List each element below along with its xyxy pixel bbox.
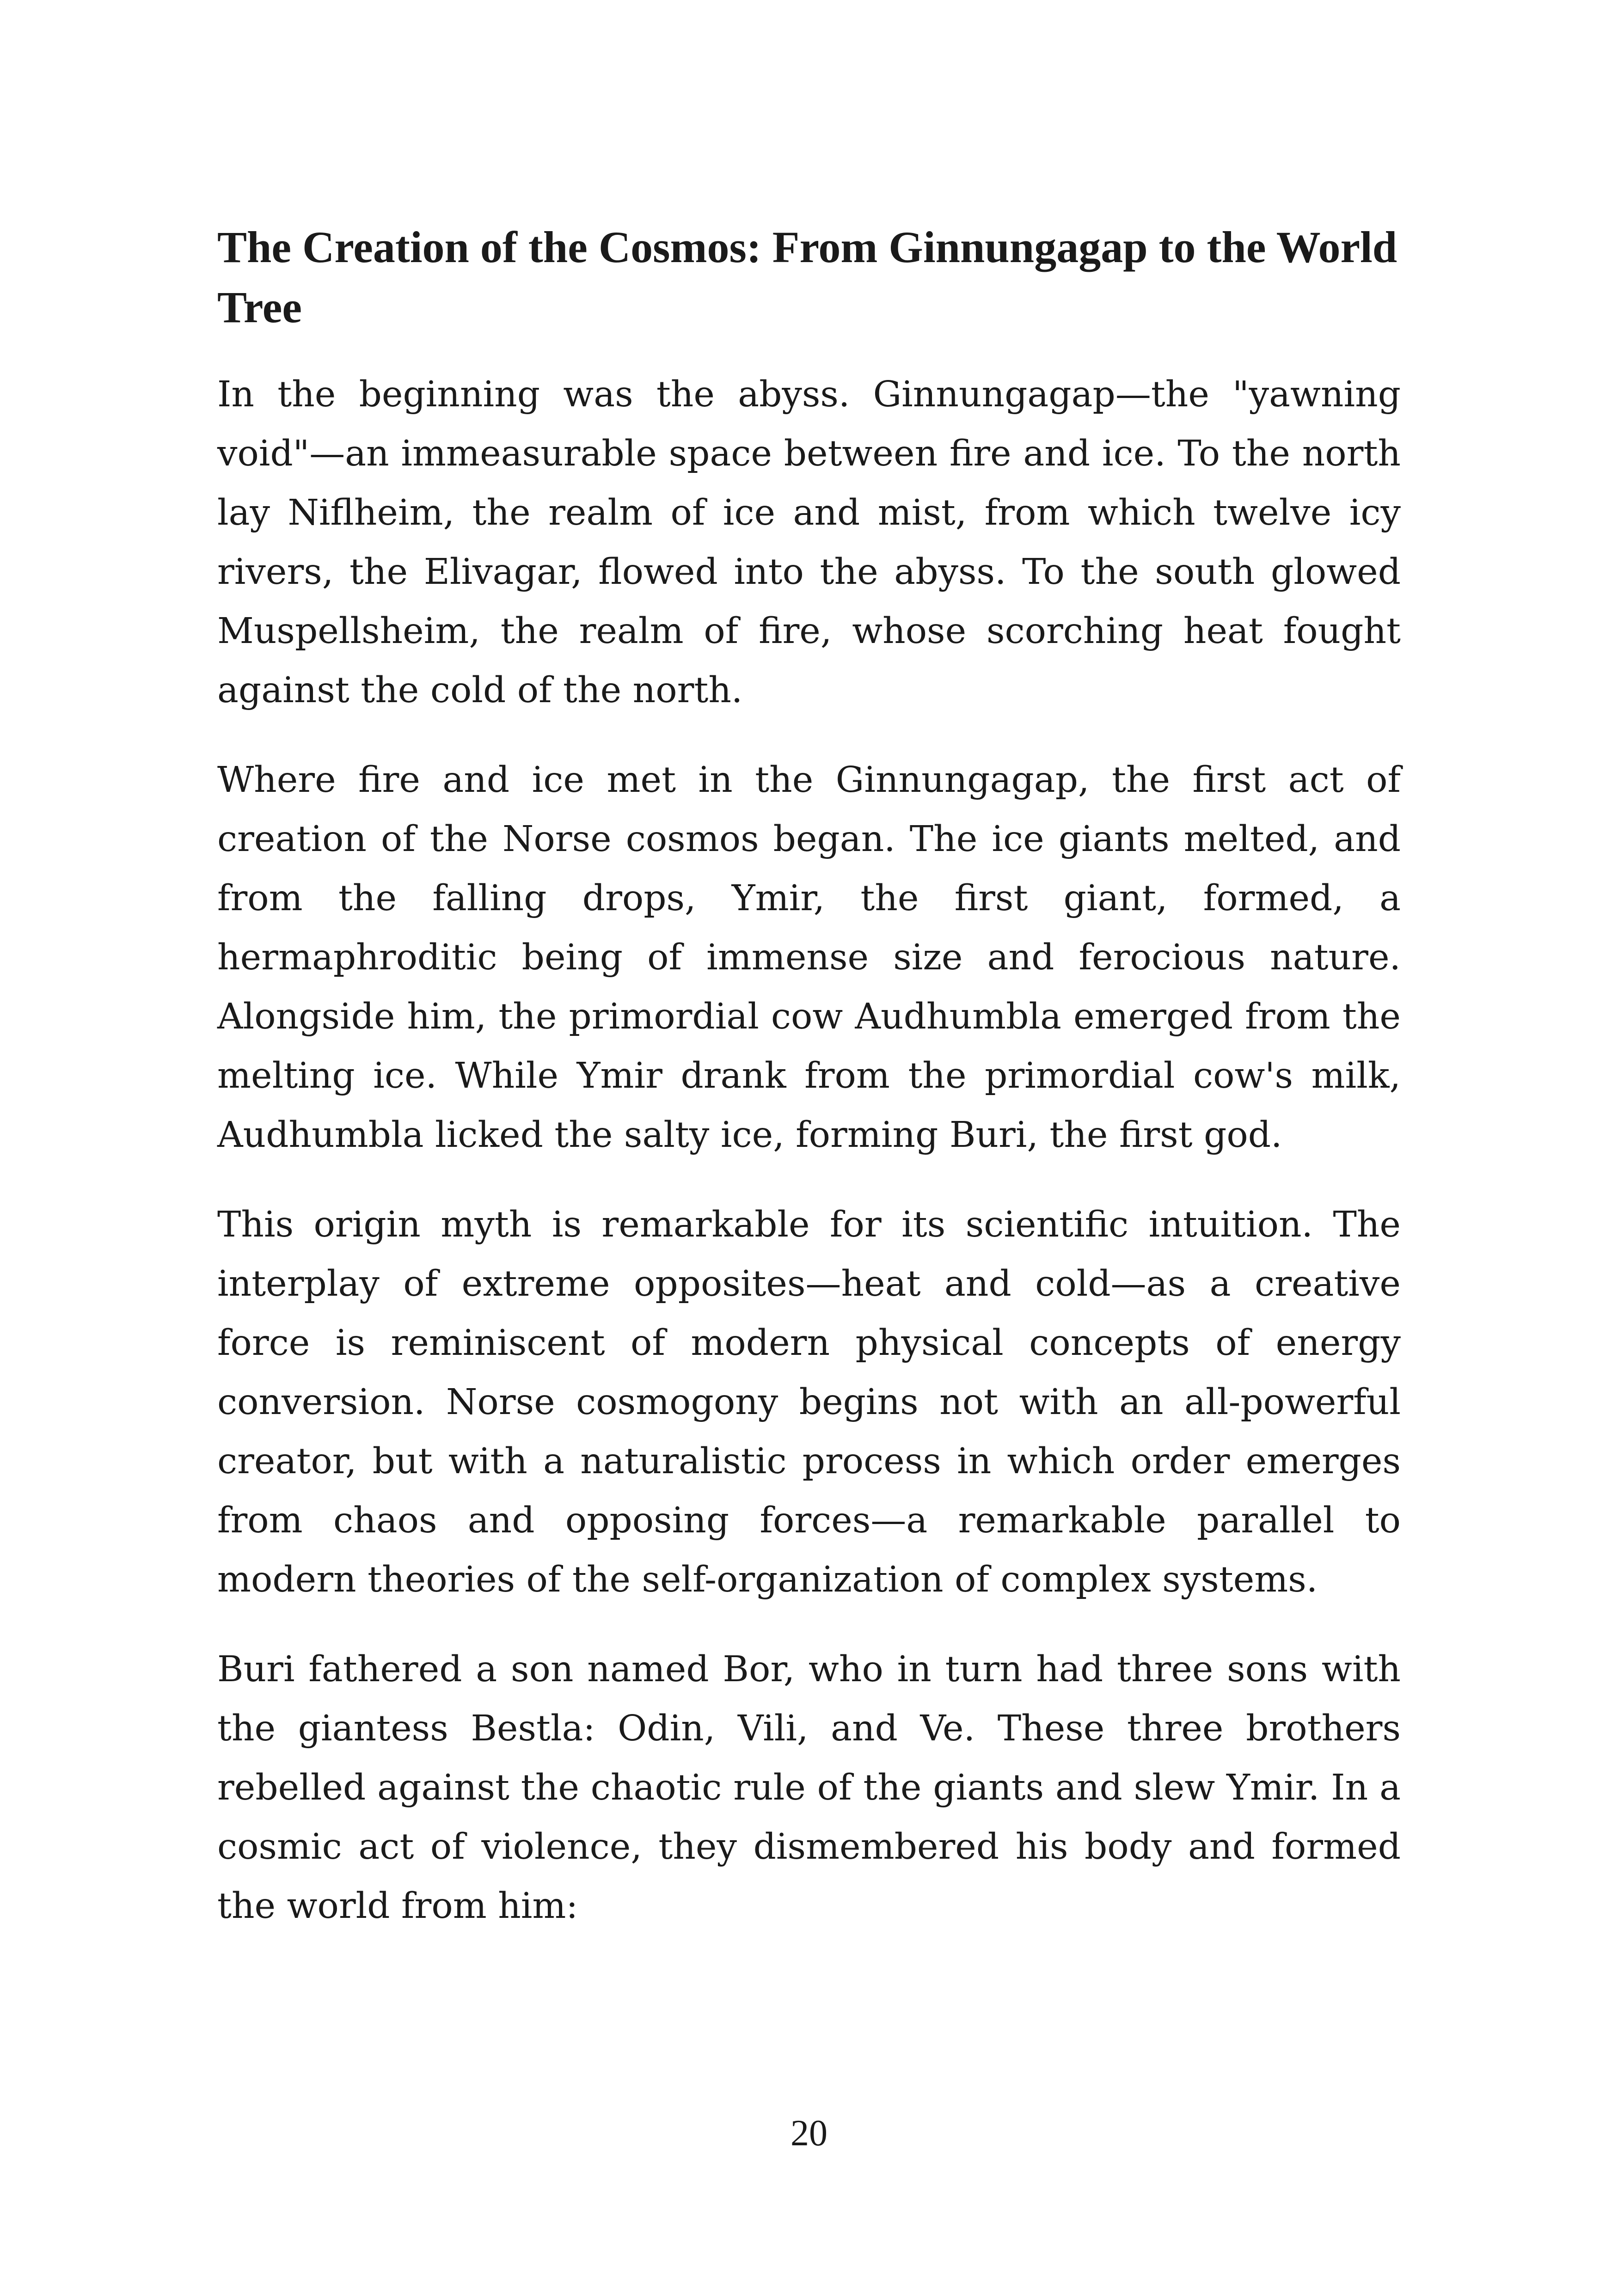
paragraph: Buri fathered a son named Bor, who in turn had three sons with the giantess Bestla: Odin, Vili, and Ve. These three brothers rebelled against the chaotic rule of the giants and slew Ymir. In a cosmic act of violence, they dismembered his body and formed the world from him: xyxy=(217,1649,1401,1927)
paragraph: Where fire and ice met in the Ginnungagap, the first act of creation of the Norse cosmos began. The ice giants melted, and from the falling drops, Ymir, the first giant, formed, a hermaphroditic being of immense size and ferocious nature. Alongside him, the primordial cow Audhumbla emerged from the melting ice. While Ymir drank from the primordial cow's milk, Audhumbla licked the salty ice, forming Buri, the first god. xyxy=(217,759,1401,1156)
page-number: 20 xyxy=(791,2113,827,2154)
paragraph: This origin myth is remarkable for its scientific intuition. The interplay of extreme opposites—heat and cold—as a creative force is reminiscent of modern physical concepts of energy conversion. Norse cosmogony begins not with an all-powerful creator, but with a naturalistic process in which order emerges from chaos and opposing forces—a remarkable parallel to modern theories of the self-organization of complex systems. xyxy=(217,1204,1401,1600)
page-content xyxy=(217,217,1401,1966)
chapter-title: The Creation of the Cosmos: From Ginnungagap to the World Tree xyxy=(217,222,1397,332)
paragraph: In the beginning was the abyss. Ginnungagap—the "yawning void"—an immeasurable space between fire and ice. To the north lay Niflheim, the realm of ice and mist, from which twelve icy rivers, the Elivagar, flowed into the abyss. To the south glowed Muspellsheim, the realm of fire, whose scorching heat fought against the cold of the north. xyxy=(217,374,1401,711)
